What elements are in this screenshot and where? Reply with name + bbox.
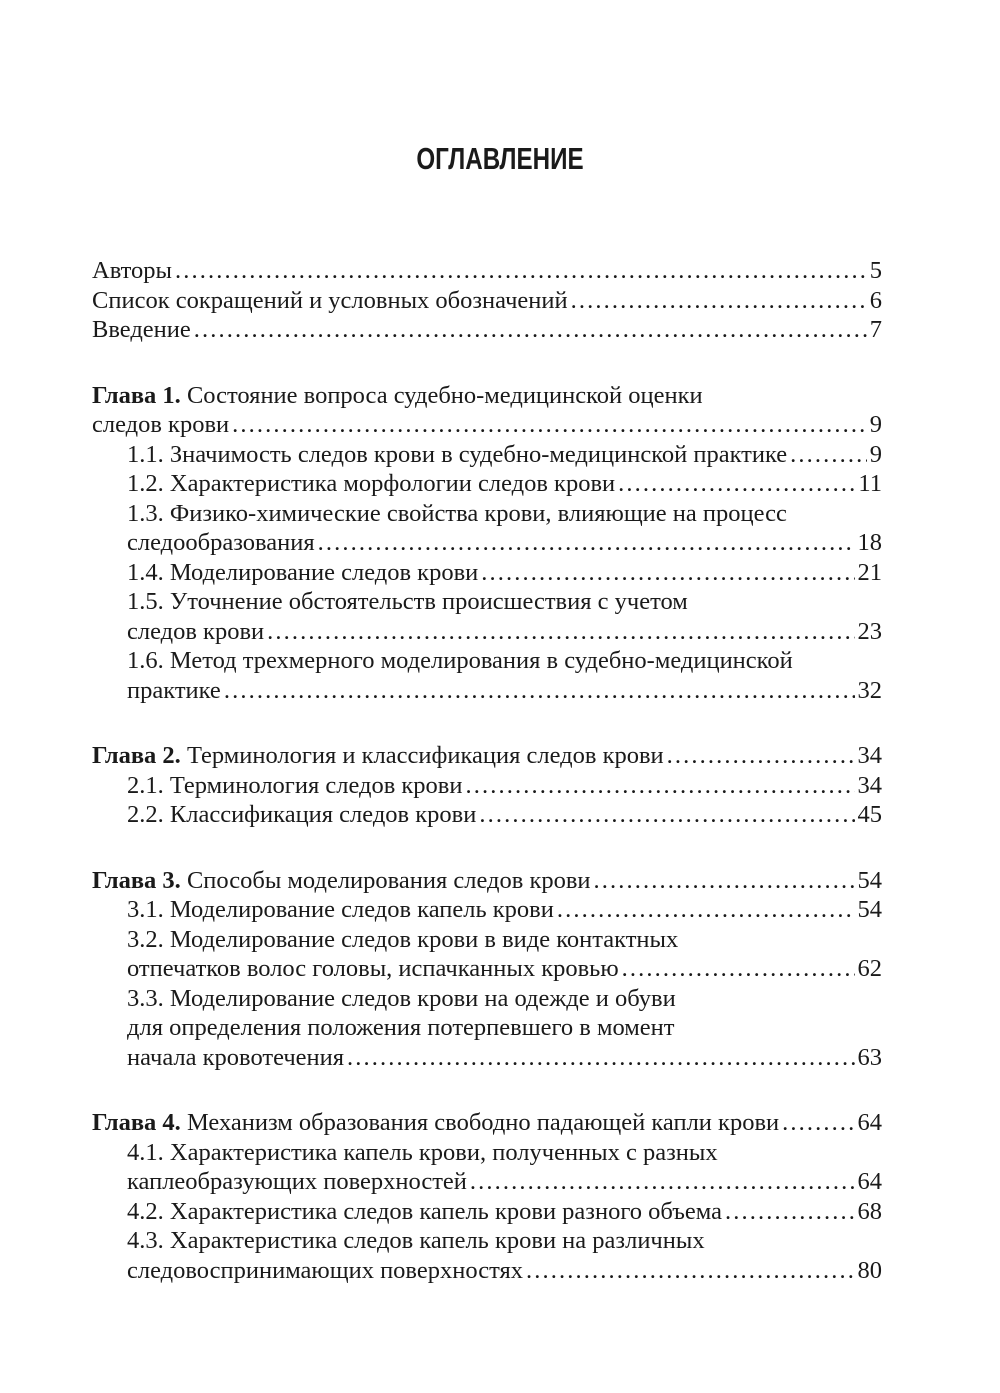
section-1-6[interactable]: [92, 646, 882, 676]
chapter-label: Глава 1.: [92, 381, 181, 409]
toc-entry-title: Введение: [92, 316, 191, 343]
section-title: 4.3. Характеристика следов капель крови на различных: [127, 1227, 705, 1254]
chapter-2-heading[interactable]: [92, 741, 882, 771]
section-title: 4.2. Характеристика следов капель крови разного объема: [127, 1197, 723, 1225]
chapter-title-cont: следов крови: [92, 411, 230, 438]
section-1-3-cont[interactable]: [92, 528, 882, 558]
toc-entry-title: Список сокращений и условных обозначений: [92, 286, 568, 314]
section-title-cont: следов крови: [127, 617, 265, 645]
toc-page-number: 63: [857, 1043, 882, 1071]
section-title-cont: каплеобразующих поверхностей: [127, 1168, 467, 1195]
section-title: 1.6. Метод трехмерного моделирования в судебно-медицинской: [127, 647, 793, 674]
leader-dots: [224, 676, 855, 706]
toc-page-number: 45: [857, 801, 882, 828]
leader-dots: [526, 1256, 855, 1286]
toc-page-number: 34: [857, 771, 882, 799]
leader-dots: [594, 866, 855, 896]
chapter-label: Глава 3.: [92, 866, 181, 894]
leader-dots: [466, 771, 855, 801]
chapter-1-heading[interactable]: [92, 381, 882, 411]
section-2-1[interactable]: [92, 771, 882, 801]
section-title: 1.2. Характеристика морфологии следов крови: [127, 470, 616, 497]
leader-dots: [618, 469, 855, 499]
section-3-3[interactable]: [92, 984, 882, 1014]
toc-page-number: 80: [857, 1256, 882, 1284]
leader-dots: [667, 741, 855, 771]
leader-dots: [267, 617, 854, 647]
toc-page-number: 5: [869, 257, 882, 284]
section-title: 1.5. Уточнение обстоятельств происшествия с учетом: [127, 588, 688, 615]
leader-dots: [725, 1197, 854, 1227]
section-title: 3.2. Моделирование следов крови в виде контактных: [127, 925, 679, 953]
section-4-2[interactable]: [92, 1197, 882, 1227]
chapter-title: Способы моделирования следов крови: [186, 866, 591, 894]
section-4-3[interactable]: [92, 1226, 882, 1256]
toc-page-number: 21: [857, 558, 882, 586]
section-3-1[interactable]: [92, 895, 882, 925]
chapter-3-heading[interactable]: [92, 866, 882, 896]
toc-entry-authors[interactable]: [92, 256, 882, 286]
toc-page-number: 6: [869, 286, 882, 314]
section-title: 2.1. Терминология следов крови: [127, 771, 463, 799]
leader-dots: [194, 315, 867, 345]
chapter-title: Механизм образования свободно падающей капли крови: [186, 1109, 780, 1136]
section-3-3-cont[interactable]: [92, 1013, 882, 1043]
toc-entry-abbreviations[interactable]: [92, 286, 882, 316]
leader-dots: [557, 895, 855, 925]
leader-dots: [479, 800, 854, 830]
page-title: ОГЛАВЛЕНИЕ: [416, 141, 584, 176]
leader-dots: [232, 410, 867, 440]
section-title: 4.1. Характеристика капель крови, полученных с разных: [127, 1138, 718, 1166]
table-of-contents: [92, 256, 882, 1285]
toc-page-number: 9: [869, 440, 882, 468]
section-title-cont: начала кровотечения: [127, 1043, 345, 1071]
section-1-2[interactable]: [92, 469, 882, 499]
toc-entry-introduction[interactable]: [92, 315, 882, 345]
section-3-2-cont[interactable]: [92, 954, 882, 984]
leader-dots: [622, 954, 855, 984]
toc-page-number: 64: [857, 1168, 882, 1195]
toc-page-number: 32: [857, 676, 882, 704]
toc-page-number: 11: [858, 470, 882, 497]
toc-page-number: 34: [857, 742, 882, 769]
section-1-4[interactable]: [92, 558, 882, 588]
section-title: 1.3. Физико-химические свойства крови, влияющие на процесс: [127, 499, 787, 527]
chapter-title: Терминология и классификация следов крови: [186, 742, 664, 769]
toc-entry-title: Авторы: [92, 257, 172, 284]
section-1-1[interactable]: [92, 440, 882, 470]
toc-page-number: 54: [857, 896, 882, 923]
chapter-1-heading-cont[interactable]: [92, 410, 882, 440]
section-3-3-cont-2[interactable]: [92, 1043, 882, 1073]
chapter-title: Состояние вопроса судебно-медицинской оценки: [186, 381, 703, 409]
toc-page-number: 18: [857, 529, 882, 556]
toc-page-number: 64: [857, 1109, 882, 1136]
section-1-3[interactable]: [92, 499, 882, 529]
section-title: 3.1. Моделирование следов капель крови: [127, 896, 554, 923]
leader-dots: [571, 286, 867, 316]
toc-page-number: 62: [857, 955, 882, 982]
section-title: 1.1. Значимость следов крови в судебно-медицинской практике: [127, 440, 788, 468]
section-1-6-cont[interactable]: [92, 676, 882, 706]
leader-dots: [790, 440, 867, 470]
section-title-cont: для определения положения потерпевшего в момент: [127, 1014, 675, 1041]
section-title: 1.4. Моделирование следов крови: [127, 558, 479, 586]
toc-page-number: 23: [857, 617, 882, 645]
section-3-2[interactable]: [92, 925, 882, 955]
section-title-cont: практике: [127, 676, 221, 704]
toc-page-number: 9: [869, 411, 882, 438]
section-title-cont: следообразования: [127, 529, 315, 556]
leader-dots: [175, 256, 867, 286]
leader-dots: [470, 1167, 855, 1197]
toc-page-number: 68: [857, 1197, 882, 1225]
section-2-2[interactable]: [92, 800, 882, 830]
leader-dots: [347, 1043, 854, 1073]
chapter-4-heading[interactable]: [92, 1108, 882, 1138]
section-title: 3.3. Моделирование следов крови на одежде и обуви: [127, 984, 676, 1012]
leader-dots: [782, 1108, 854, 1138]
toc-page-number: 7: [869, 316, 882, 343]
leader-dots: [318, 528, 855, 558]
section-1-5[interactable]: [92, 587, 882, 617]
section-4-1-cont[interactable]: [92, 1167, 882, 1197]
chapter-label: Глава 2.: [92, 742, 181, 769]
chapter-label: Глава 4.: [92, 1109, 181, 1136]
section-title-cont: следовоспринимающих поверхностях: [127, 1256, 523, 1284]
leader-dots: [481, 558, 854, 588]
section-4-1[interactable]: [92, 1138, 882, 1168]
section-title: 2.2. Классификация следов крови: [127, 801, 477, 828]
section-4-3-cont[interactable]: [92, 1256, 882, 1286]
section-1-5-cont[interactable]: [92, 617, 882, 647]
toc-page-number: 54: [857, 866, 882, 894]
section-title-cont: отпечатков волос головы, испачканных кровью: [127, 955, 619, 982]
